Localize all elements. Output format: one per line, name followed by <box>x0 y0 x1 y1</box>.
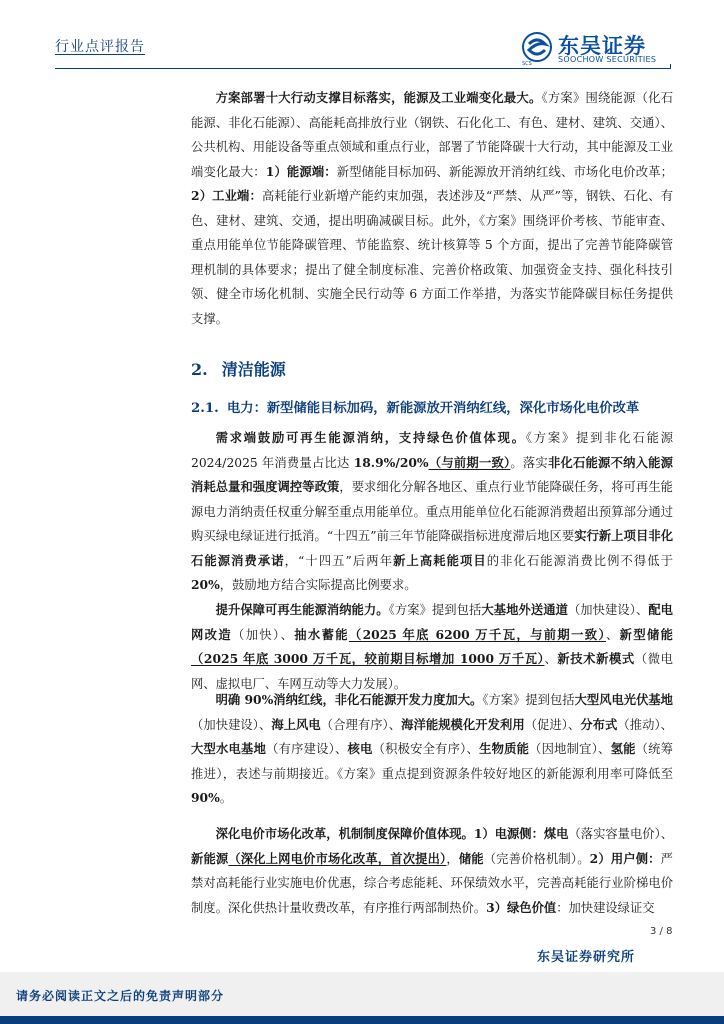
bold-text-run: 实行新上项目非化石能源消费承诺 <box>191 528 673 568</box>
text-run: 、 <box>544 652 558 666</box>
report-type-label: 行业点评报告 <box>55 39 145 55</box>
subsection-heading <box>191 397 639 416</box>
nonfossil-development-paragraph <box>191 688 673 811</box>
text-run: （加快建设）、 <box>567 603 649 617</box>
text-run: （有序建设）、 <box>266 742 348 756</box>
bold-text-run: （深化上网电价市场化改革，首次提出） <box>228 850 447 866</box>
bold-text-run: 明确 90%消纳红线，非化石能源开发力度加大。 <box>215 692 483 707</box>
text-run: （加快建设）、 <box>191 717 272 732</box>
bold-text-run: 90% <box>191 790 220 805</box>
text-run: 高耗能行业新增产能约束加强，表述涉及“严禁、从严”等，钢铁、石化、有色、建材、建筑、交通，提出明确减碳目标。此外，《方案》围绕评价考核、节能审查、重点用能单位节能降碳管理、节能监察、统计核算等 5 个方面，提出了完善节能降碳管理机制的具体要求；提出了健全制度标准、完善价格政策、加强资金支持、强化科技引领、健全市场化机制、实施全民行动等 6 方面工作举措，为落实节能降碳目标任务提供支撑。 <box>191 189 673 326</box>
bold-text-run: 2）工业端： <box>191 188 262 203</box>
bold-text-run: 配电网改造 <box>191 602 673 642</box>
bold-text-run: 非化石能源不纳入能源消耗总量和强度调控等政策 <box>191 454 673 494</box>
bold-text-run: 生物质能 <box>479 741 530 756</box>
bold-text-run: 氢能 <box>610 741 636 756</box>
disclaimer-notice: 请务必阅读正文之后的免责声明部分 <box>16 989 225 1003</box>
bold-text-run: （2025 年底 6200 万千瓦，与前期一致） <box>348 626 606 642</box>
text-run: ，要求细化分解各地区、重点行业节能降碳任务，将可再生能源电力消纳责任权重分解至重点用能单位。重点用能单位化石能源消费超出预算部分通过购买绿电绿证进行抵消。“十四五”前三年节能降碳指标进度滞后地区要 <box>191 480 673 543</box>
text-run: （微电网、虚拟电厂、车网互动等大力发展）。 <box>191 652 673 691</box>
bold-text-run: 海上风电 <box>271 716 321 732</box>
bold-text-run: 深化电价市场化改革，机制制度保障价值体现。 <box>215 826 474 841</box>
bold-text-run: （2025 年底 3000 万千瓦，较前期目标增加 1000 万千瓦） <box>191 651 545 666</box>
bold-text-run: 新型储能 <box>619 626 673 642</box>
text-run: ， <box>446 851 459 866</box>
header-rule-tick <box>670 64 671 69</box>
demand-side-paragraph <box>191 426 673 598</box>
intro-paragraph <box>191 86 673 331</box>
bold-text-run: 储能 <box>458 850 484 866</box>
company-logo <box>522 30 672 66</box>
research-institute-name: 东吴证券研究所 <box>537 950 636 965</box>
bold-text-run: 20% <box>191 577 220 592</box>
logo-english-name: SOOCHOW SECURITIES <box>558 55 657 64</box>
bold-text-run: 方案部署十大行动支撑目标落实，能源及工业端变化最大。 <box>215 90 542 105</box>
text-run: （促进）、 <box>524 717 581 732</box>
consumption-capacity-paragraph <box>191 598 673 696</box>
bold-text-run: 海洋能规模化开发利用 <box>401 716 525 732</box>
text-run: 。 <box>219 791 233 805</box>
bold-text-run: 新能源 <box>191 850 229 866</box>
text-run: 《方案》提到非化石能源 2024/2025 年消费量占比达 <box>191 431 673 470</box>
text-run: 《方案》围绕能源（化石能源、非化石能源）、高能耗高排放行业（钢铁、石化化工、有色、建材、建筑、交通）、公共机构、用能设备等重点领域和重点行业，部署了节能降碳十大行动，其中能源及工业端变化最大： <box>191 91 673 179</box>
bold-text-run: 1）电源侧：煤电 <box>473 826 569 841</box>
text-run: 《方案》提到包括 <box>388 603 482 617</box>
subsection-number: 2.1. <box>191 401 219 416</box>
logo-chinese-name: 东吴证券 <box>558 34 646 58</box>
section-title: 清洁能源 <box>221 360 286 379</box>
bold-text-run: 2）用户侧： <box>589 850 661 866</box>
text-run: 《方案》提到包括 <box>482 693 575 707</box>
bold-text-run: 抽水蓄能 <box>294 626 349 642</box>
bold-text-run: 需求端鼓励可再生能源消纳，支持绿色价值体现。 <box>215 430 526 445</box>
text-run: （完善价格机制）。 <box>483 851 590 866</box>
text-run: 、 <box>605 627 620 642</box>
bold-text-run: 18.9%/20% <box>353 454 429 470</box>
text-run: ，“十四五”后两年 <box>284 553 394 568</box>
text-run: （因地制宜）、 <box>529 742 611 756</box>
text-run: （落实容量电价）、 <box>568 827 674 841</box>
logo-abbr: SCS <box>522 61 532 67</box>
page-number: 3 / 8 <box>650 926 673 937</box>
bold-text-run: 大基地外送通道 <box>481 602 568 617</box>
bold-text-run: 提升保障可再生能源消纳能力。 <box>215 602 389 617</box>
text-run: 。落实 <box>510 455 548 470</box>
text-run: （统筹推进），表述与前期接近。《方案》重点提到资源条件较好地区的新能源利用率可降低至 <box>191 742 673 781</box>
section-heading <box>191 357 286 380</box>
bold-text-run: 分布式 <box>580 716 618 732</box>
text-run: （加快）、 <box>232 627 295 642</box>
bold-text-run: 核电 <box>347 741 373 756</box>
text-run: 的非化石能源消费比例不得低于 <box>486 553 673 568</box>
section-number: 2. <box>191 360 208 379</box>
text-run: ：加快建设绿证交 <box>556 900 655 915</box>
bold-text-run: 新上高耗能项目 <box>393 552 487 568</box>
text-run: ，鼓励地方结合实际提高比例要求。 <box>219 578 417 592</box>
subsection-title: 电力：新型储能目标加码，新能源放开消纳红线，深化市场化电价改革 <box>227 401 640 416</box>
company-logo-icon <box>522 32 552 62</box>
header-rule <box>55 68 671 69</box>
text-run: 严禁对高耗能行业实施电价优惠，综合考虑能耗、环保绩效水平，完善高耗能行业阶梯电价制度。深化供热计量收费改革，有序推行两部制热价。 <box>191 851 673 915</box>
bold-text-run: 3）绿色价值 <box>486 899 557 915</box>
bold-text-run: 大型风电光伏基地 <box>574 692 673 707</box>
text-run: （推动）、 <box>617 717 673 732</box>
text-run: 新型储能目标加码、新能源放开消纳红线、市场化电价改革； <box>336 164 673 179</box>
bold-text-run: 新技术新模式 <box>557 651 635 666</box>
text-run: （积极安全有序）、 <box>372 742 480 756</box>
bold-text-run: 1）能源端： <box>265 163 337 179</box>
footer-stripe <box>0 1016 724 1024</box>
price-reform-paragraph <box>191 822 673 920</box>
bold-text-run: 大型水电基地 <box>191 741 267 756</box>
text-run: （合理有序）、 <box>320 717 402 732</box>
bold-text-run: （与前期一致） <box>428 454 511 470</box>
